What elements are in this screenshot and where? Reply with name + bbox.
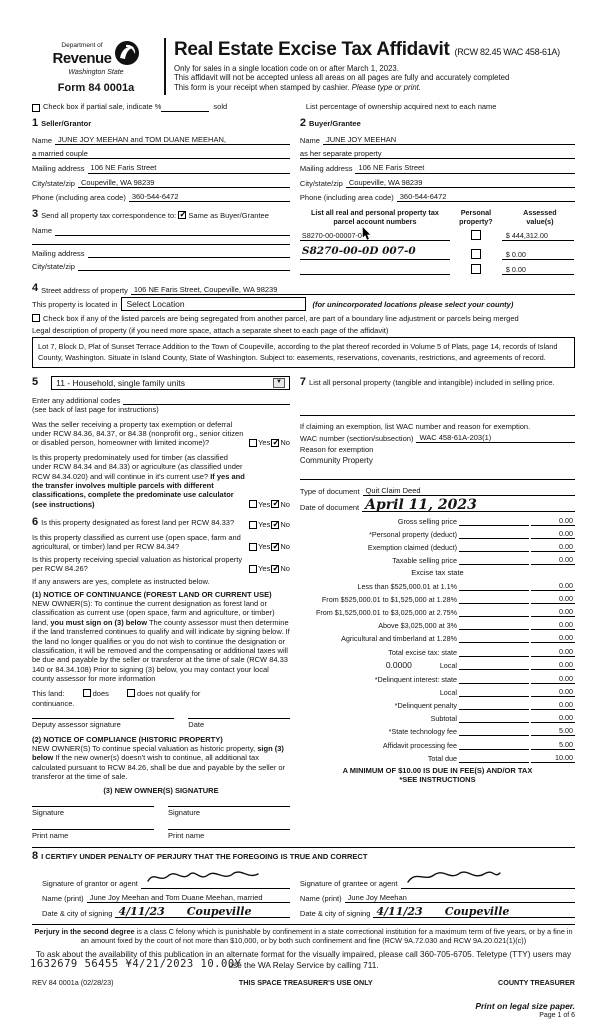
- does-label: does: [92, 689, 109, 699]
- grantee-signature-ink: [404, 869, 504, 885]
- grantor-date-field[interactable]: 4/11/23 Coupeville: [115, 907, 289, 918]
- continuance-label: continuance.: [32, 698, 75, 708]
- seller-phone-label: Phone (including area code): [32, 193, 126, 202]
- q5-no-checkbox[interactable]: [271, 565, 279, 573]
- seller-phone-field[interactable]: 360-544-6472: [129, 192, 290, 202]
- timber-agriculture-question: Is this property predominately used for timber (as classified under RCW 84.34 and 84.33) or agriculture (as classified under RCW 84.34.020) and will continue in it's current use? If yes and the transfer involves multiple parcels with different classifications, complete the predominate use calculator (see instructions): [32, 452, 245, 509]
- reason-exemption-label: Reason for exemption: [299, 445, 374, 455]
- revenue-wordmark: Revenue: [52, 50, 112, 68]
- parcel-col-header: List all real and personal property tax parcel account numbers: [311, 208, 439, 227]
- delinquent-interest-state-label: *Delinquent interest: state: [374, 674, 457, 684]
- subtotal-label: Subtotal: [430, 714, 457, 724]
- taxable-selling-price-value[interactable]: 0.00: [531, 555, 575, 565]
- corr-name-field[interactable]: [55, 235, 290, 236]
- historical-question: Is this property receiving special valuation as historical property per RCW 84.26?: [32, 554, 243, 573]
- section-2-number: 2: [299, 116, 307, 129]
- wac-number-field[interactable]: WAC 458-61A-203(1): [416, 433, 575, 443]
- rate-tier-3-value[interactable]: 0.00: [531, 607, 575, 617]
- segregated-checkbox[interactable]: [32, 314, 40, 322]
- parcel-number-field-3[interactable]: [300, 265, 450, 275]
- grantee-date-label: Date & city of signing: [299, 908, 371, 918]
- form-rcw: (RCW 82.45 WAC 458-61A): [454, 47, 560, 57]
- if-yes-note: If any answers are yes, complete as instructed below.: [32, 577, 210, 587]
- buyer-city-field[interactable]: Coupeville, WA 98239: [346, 178, 575, 188]
- local-rate-value: 0.0000: [385, 659, 412, 670]
- corr-mailing-label: Mailing address: [32, 248, 85, 258]
- state-technology-fee-value[interactable]: 5.00: [531, 726, 575, 736]
- county-treasurer-label: COUNTY TREASURER: [498, 977, 575, 987]
- new-owner-signature-line-1[interactable]: Signature: [32, 806, 154, 817]
- delinquent-interest-local-value[interactable]: 0.00: [531, 687, 575, 697]
- reason-exemption-field-2[interactable]: [300, 466, 575, 480]
- buyer-phone-field[interactable]: 360-544-6472: [397, 192, 575, 202]
- header-note-3: This form is your receipt when stamped by cashier. Please type or print.: [174, 83, 422, 93]
- personal-property-checkbox-1[interactable]: [471, 230, 481, 240]
- header-divider: [164, 38, 166, 95]
- affidavit-processing-fee-value[interactable]: 5.00: [531, 740, 575, 750]
- grantor-name-label: Name (print): [42, 893, 84, 903]
- partial-sale-checkbox[interactable]: [32, 104, 40, 112]
- seller-name-field[interactable]: JUNE JOY MEEHAN and TOM DUANE MEEHAN,: [55, 135, 290, 145]
- seller-name2-field[interactable]: a married couple: [32, 149, 290, 159]
- located-in-label: This property is located in: [32, 299, 118, 309]
- dept-of-label: Department of: [61, 42, 103, 49]
- rate-tier-2-value[interactable]: 0.00: [531, 594, 575, 604]
- q3-yes-checkbox[interactable]: [249, 521, 257, 529]
- taxable-selling-price-label: Taxable selling price: [392, 556, 457, 566]
- section-4-number: 4: [32, 281, 39, 294]
- date-of-document-label: Date of document: [299, 503, 360, 512]
- new-owner-signature-line-2[interactable]: Signature: [168, 806, 290, 817]
- buyer-city-label: City/state/zip: [299, 178, 343, 188]
- delinquent-penalty-value[interactable]: 0.00: [531, 700, 575, 710]
- q1-yes-checkbox[interactable]: [249, 439, 257, 447]
- buyer-name-field[interactable]: JUNE JOY MEEHAN: [323, 135, 575, 145]
- delinquent-interest-local-label: Local: [439, 687, 457, 697]
- alternate-format-note: To ask about the availability of this publication in an alternate format for the visually impaired, please call 360-705-6705. Teletype (TTY) users may use the WA Relay Service by calling 711.: [35, 949, 572, 970]
- notice-compliance-heading: (2) NOTICE OF COMPLIANCE (HISTORIC PROPERTY): [32, 734, 223, 744]
- grantor-signature-ink: [144, 869, 264, 885]
- codes-note: (see back of last page for instructions): [32, 405, 159, 415]
- tax-computation: [300, 516, 575, 785]
- dor-logo-block: [32, 38, 160, 95]
- section-1-number: 1: [32, 116, 39, 129]
- assessed-value-field-1[interactable]: $ 444,312.00: [502, 231, 574, 241]
- exemption-claimed-label: Exemption claimed (deduct): [367, 542, 457, 552]
- print-legal-size-note: Print on legal size paper.: [475, 1000, 575, 1011]
- total-excise-state-value[interactable]: 0.00: [531, 647, 575, 657]
- exemption-claimed-value[interactable]: 0.00: [531, 542, 575, 552]
- grantee-signature-field[interactable]: [401, 869, 576, 888]
- partial-sale-suffix: sold: [213, 102, 228, 112]
- q2-no-checkbox[interactable]: [271, 500, 279, 508]
- legal-description-field[interactable]: Lot 7, Block D, Plat of Sunset Terrace Addition to the Town of Coupeville, according to the plat thereof recorded in Volume 5 of Plats, page 14, records of Island County, Washington. Situate in Island County, State of Washington. Subject to: easements, reservations, covenants, restrictions, and agreements of record.: [32, 337, 575, 368]
- personal-property-field[interactable]: [300, 390, 575, 416]
- revenue-logo-icon: [114, 40, 140, 68]
- notice-continuance-heading: (1) NOTICE OF CONTINUANCE (FOREST LAND OR CURRENT USE): [32, 589, 272, 599]
- seller-city-field[interactable]: Coupeville, WA 98239: [78, 178, 290, 188]
- washington-state-label: Washington State: [68, 68, 124, 76]
- agricultural-timberland-label: Agricultural and timberland at 1.28%: [341, 634, 457, 644]
- street-address-label: Street address of property: [41, 285, 128, 295]
- land-use-code-select[interactable]: 11 - Household, single family units ▼: [51, 376, 290, 390]
- correspondence-label: Send all property tax correspondence to:: [41, 210, 177, 220]
- parcel-number-field-2[interactable]: S8270-00-0D 007-0: [300, 245, 450, 259]
- buyer-section: [300, 117, 575, 203]
- deputy-assessor-signature-line[interactable]: Deputy assessor signature: [32, 718, 174, 729]
- grantee-name-field[interactable]: June Joy Meehan: [345, 893, 575, 903]
- page-number: Page 1 of 6: [539, 1011, 575, 1019]
- total-excise-state-label: Total excise tax: state: [388, 647, 457, 657]
- forest-land-question: Is this property designated as forest land per RCW 84.33?: [41, 518, 235, 528]
- personal-property-checkbox-2[interactable]: [471, 249, 481, 259]
- dropdown-arrow-icon[interactable]: ▼: [273, 378, 285, 388]
- state-technology-fee-label: *State technology fee: [388, 727, 457, 737]
- subtotal-value[interactable]: 0.00: [531, 713, 575, 723]
- parcel-number-field-1[interactable]: S8270-00-00007-0: [300, 231, 450, 241]
- same-as-buyer-label: Same as Buyer/Grantee: [188, 210, 269, 220]
- rate-tier-1-value[interactable]: 0.00: [531, 581, 575, 591]
- form-title: Real Estate Excise Tax Affidavit: [174, 39, 450, 60]
- partial-sale-percent-field[interactable]: [161, 111, 209, 112]
- current-use-question: Is this property classified as current use (open space, farm and agricultural, or timber) land per RCW 84.34?: [32, 532, 241, 552]
- form-header: [32, 38, 575, 95]
- affidavit-processing-fee-label: Affidavit processing fee: [382, 740, 457, 750]
- location-select[interactable]: Select Location: [121, 297, 306, 311]
- section-8-number: 8: [32, 849, 39, 862]
- personal-property-heading: List all personal property (tangible and intangible) included in selling price.: [309, 377, 555, 387]
- corr-name2-field[interactable]: [32, 244, 290, 245]
- mouse-cursor-icon: [362, 227, 371, 243]
- minimum-due-note: A MINIMUM OF $10.00 IS DUE IN FEE(S) AND/OR TAX: [342, 765, 533, 775]
- gross-selling-price-label: Gross selling price: [397, 516, 457, 526]
- grantee-name-label: Name (print): [299, 893, 342, 903]
- grantor-signature-field[interactable]: [141, 869, 290, 888]
- see-instructions-note: *SEE INSTRUCTIONS: [399, 775, 476, 785]
- correspondence-section: [32, 208, 290, 274]
- delinquent-interest-state-value[interactable]: 0.00: [531, 674, 575, 684]
- q4-yes-checkbox[interactable]: [249, 543, 257, 551]
- parcel-row-3: [300, 264, 575, 275]
- personal-property-checkbox-3[interactable]: [471, 264, 481, 274]
- certification-section: [32, 850, 575, 918]
- personal-property-deduct-label: *Personal property (deduct): [369, 529, 457, 539]
- rate-tier-4-label: Above $3,025,000 at 3%: [378, 621, 457, 631]
- segregated-label: Check box if any of the listed parcels are being segregated from another parcel, are part of a boundary line adjustment or parcels being merged: [43, 314, 519, 324]
- grantee-date-field[interactable]: 4/11/23 Coupeville: [373, 907, 575, 918]
- reason-exemption-field[interactable]: Community Property: [299, 455, 373, 465]
- parcel-row-2: [300, 245, 575, 259]
- rate-tier-2-label: From $525,000.01 to $1,525,000 at 1.28%: [321, 594, 457, 604]
- seller-mailing-field[interactable]: 106 NE Faris Street: [88, 163, 290, 173]
- perjury-note: Perjury in the second degree is a class C felony which is punishable by confinement in a state correctional institution for a maximum term of five years, or by a fine in an amount fixed by the court of not more than $10,000, or by both such confinement and fine (RCW 9A.72.030 and RCW 9A.20.021(1)(c)): [34, 926, 573, 946]
- new-owner-printname-line-2[interactable]: Print name: [168, 829, 290, 840]
- section-6-number: 6: [32, 516, 39, 529]
- buyer-mailing-label: Mailing address: [299, 164, 353, 174]
- delinquent-penalty-label: *Delinquent penalty: [394, 701, 457, 710]
- assessed-value-field-2[interactable]: $ 0.00: [502, 250, 574, 260]
- certification-heading: I CERTIFY UNDER PENALTY OF PERJURY THAT THE FOREGOING IS TRUE AND CORRECT: [41, 851, 368, 861]
- buyer-phone-label: Phone (including area code): [299, 193, 394, 202]
- designation-section: 6 Is this property designated as forest land per RCW 84.33? Yes ✓ No Is this property classified as current use (open space, farm and agricultural, or timber) land per RCW 84.34? Yes ✓ No Is this property receiving special valuation as historical property per RCW 84.26? Yes ✓ No If any answers are yes, complete as instructed below. (1) NOTICE OF CONTINUANCE (FOREST LAND OR CURRENT USE) NEW OWNER(S): To continue the current designation as forest land or classification as current use (open space, farm and agriculture, or timber) land, you must sign on (3) below The county assessor must then determine if the land transferred continues to qualify and will indicate by signing below. If the land no longer qualifies or you do not wish to continue the designation or classification, it will be removed and the compensating or additional taxes will be due and payable by the seller or transferor at the time of sale (RCW 84.33 140 or 84.34.108) Prior to signing (3) below, you may contact your local county assessor for more information This land: does does not qualify for continuance. Deputy assessor signature Date (2) NOTICE OF COMPLIANCE (HISTORIC PROPERTY) NEW OWNER(S) To continue special valuation as historic property, sign (3) below If the new owner(s) doesn't wish to continue, all additional tax calculated pursuant to RCW 84.26, shall be due and payable by the seller or transferor at the time of sale. (3) NEW OWNER(S) SIGNATURE Signature Signature Print name Print name: [32, 516, 290, 841]
- buyer-name-label: Name: [299, 135, 320, 145]
- seller-section: [32, 117, 290, 203]
- corr-city-label: City/state/zip: [32, 261, 75, 271]
- same-as-buyer-checkbox[interactable]: [178, 211, 186, 219]
- rate-tier-3-label: From $1,525,000.01 to $3,025,000 at 2.75%: [315, 608, 457, 618]
- ownership-percentage-note: List percentage of ownership acquired next to each name: [305, 102, 497, 112]
- q1-no-checkbox[interactable]: [271, 439, 279, 447]
- property-section: [32, 282, 575, 368]
- rev-form-number: REV 84 0001a (02/28/23): [32, 977, 114, 987]
- section-3-number: 3: [32, 208, 39, 221]
- located-in-note: (for unincorporated locations please select your county): [312, 299, 514, 309]
- grantor-date-label: Date & city of signing: [42, 908, 113, 918]
- partial-sale-label: Check box if partial sale, indicate %: [43, 102, 162, 112]
- additional-codes-label: Enter any additional codes: [32, 395, 121, 405]
- corr-city-field[interactable]: [78, 270, 290, 271]
- deputy-date-line[interactable]: Date: [188, 718, 290, 729]
- exemption-note: If claiming an exemption, list WAC number and reason for exemption.: [299, 421, 531, 431]
- seller-name-label: Name: [32, 135, 53, 145]
- affidavit-form: Department of Revenue Washington State Form 84 0001a Real Estate Excise Tax Affidavit (RCW 82.45 WAC 458-61A) Only for sales in a single location code on or after March 1, 2023. This affidavit will not be accepted unless all areas on all pages are fully and accurately completed This form is your receipt when stamped by cashier. Please type or print. Check box if partial sale, indicate % sold List percentage of ownership acquired next to each name 1 Seller/Grantor Name JUNE JOY MEEHAN and TOM DUANE MEEHAN, a married couple Mailing address 106 NE Faris Street City/state/zip Coupeville, WA 98239 Phone (including area code) 360-544-6472 2 Buyer/Grantee Name JUNE JOY MEEHAN as her separate property Mailing address 106 NE Faris Street City/state/zip Coupeville, WA 98239 Phone (including area code) 360-544-6472 3 Send all property tax correspondence to: ✓ Same as Buyer/Grantee Name Mailing address City/state/zip List all real and personal property tax parcel account numbers Personal property? Assessed value(s) S8270-00-00007-0 $ 444,312.00 S8270-00-0D 007-0 $ 0.00 $ 0.00 4 Street address of property 106 NE Faris Street, Coupeville, WA 98239 This property is located in Select Location (for unincorporated locations please select your county) Check box if any of the listed parcels are being segregated from another parcel, are part of a boundary line adjustment or parcels being merged Legal description of property (if you need more space, attach a separate sheet to each page of the affidavit) Lot 7, Block D, Plat of Sunset Terrace Addition to the Town of Coupeville, according to the plat thereof recorded in Volume 5 of Plats, page 14, records of Island County, Washington. Situate in Island County, State of Washington. Subject to: easements, reservations, covenants, restrictions, and agreements of record. 5 11 - Household, single family units ▼ Enter any additional codes (see back of last page for instructions) Was the seller receiving a property tax exemption or deferral under RCW 84.36, 84.37, or 84.38 (nonprofit org., senior citizen or disabled person, homeowner with limited income)? Yes ✓ No Is this property predominately used for timber (as classified under RCW 84.34 and 84.33) or agriculture (as classified under RCW 84.34.020) and will continue in it's current use? If yes and the transfer involves multiple parcels with different classifications, complete the predominate use calculator (see instructions) Yes ✓ No 6 Is this property designated as forest land per RCW 84.33? Yes ✓ No Is this property classified as current use (open space, farm and agricultural, or timber) land per RCW 84.34? Yes ✓ No Is this property receiving special valuation as historical property per RCW 84.26? Yes ✓ No If any answers are yes, complete as instructed below. (1) NOTICE OF CONTINUANCE (FOREST LAND OR CURRENT USE) NEW OWNER(S): To continue the current designation as forest land or classification as current use (open space, farm and agriculture, or timber) land, you must sign on (3) below The county assessor must then determine if the land transferred continues to qualify and will indicate by signing below. If the land no longer qualifies or you do not wish to continue the designation or classification, it will be removed and the compensating or additional taxes will be due and payable by the seller or transferor at the time of sale (RCW 84.33 140 or 84.34.108) Prior to signing (3) below, you may contact your local county assessor for more information This land: does does not qualify for continuance. Deputy assessor signature Date (2) NOTICE OF COMPLIANCE (HISTORIC PROPERTY) NEW OWNER(S) To continue special valuation as historic property, sign (3) below If the new owner(s) doesn't wish to continue, all additional tax calculated pursuant to RCW 84.26, shall be due and payable by the seller or transferor at the time of sale. (3) NEW OWNER(S) SIGNATURE Signature Signature Print name Print name 7 List all personal property (tangible and intangible) included in selling price. If claiming an exemption, list WAC number and reason for exemption. WAC number (section/subsection) WAC 458-61A-203(1) Reason for exemption Community Property Type of document Quit Claim Deed Date of document April 11, 2023 Gross selling price 0.00 *Personal property (deduct) 0.00 Exemption claimed (deduct) 0.00 Taxable selling price 0.00 Excise tax state Less than $525,000.01 at 1.1% 0.00 From $525,000.01 to $1,525,000 at 1.28% 0.00 From $1,525,000.01 to $3,025,000 at 2.75% 0.00 Above $3,025,000 at 3% 0.00 Agricultural and timberland at 1.28% 0.00 Total excise tax: state 0.00 0.0000 Local 0.00 *Delinquent interest: state 0.00 Local 0.00 *Delinquent penalty 0.00 Subtotal 0.00 *State technology fee 5.00 Affidavit processing fee 5.00 Total due 10.00 A MINIMUM OF $10.00 IS DUE IN FEE(S) AND/OR TAX *SEE INSTRUCTIONS 8 I CERTIFY UNDER PENALTY OF PERJURY THAT THE FOREGOING IS TRUE AND CORRECT Signature of grantor or agent Name (print) June Joy Meehan and Tom Duane Meehan, married Date & city of signing 4/11/23 Coupeville Signature of grantee or agent Name (print) June Joy Meehan Date & city of signing 4/11/23 Coupeville Perjury in the second degree is a class C felony which is punishable by confinement in a state correctional institution for a maximum term of five years, or by a fine in an amount fixed by the court of not more than $10,000, or by both such confinement and fine (RCW 9A.72.030 and RCW 9A.20.021(1)(c)) To ask about the availability of this publication in an alternate format for the visually impaired, please call 360-705-6705. Teletype (TTY) users may use the WA Relay Service by calling 711. REV 84 0001a (02/28/23) THIS SPACE TREASURER'S USE ONLY COUNTY TREASURER Print on legal size paper. Page 1 of 6 1632679 56455 ¥4/21/2023 10.00¥: [0, 0, 600, 1020]
- assessed-value-field-3[interactable]: $ 0.00: [502, 265, 574, 275]
- type-of-document-label: Type of document: [299, 486, 360, 496]
- corr-name-label: Name: [32, 226, 53, 236]
- new-owner-printname-line-1[interactable]: Print name: [32, 829, 154, 840]
- local-tax-value[interactable]: 0.00: [531, 660, 575, 670]
- excise-tax-state-header: Excise tax state: [411, 568, 464, 578]
- grantor-signature-label: Signature of grantor or agent: [42, 879, 138, 889]
- seller-mailing-label: Mailing address: [32, 164, 85, 174]
- personal-property-col-header: Personal property?: [459, 208, 493, 227]
- notice-compliance-text: NEW OWNER(S) To continue special valuation as historic property, sign (3) below If the new owner(s) doesn't wish to continue, all additional tax calculated pursuant to RCW 84.26, shall be due and payable by the seller or transferor at the time of sale.: [32, 743, 286, 782]
- treasurer-space-label: THIS SPACE TREASURER'S USE ONLY: [238, 977, 373, 987]
- parcel-row-1: [300, 230, 575, 241]
- header-note-2: This affidavit will not be accepted unless all areas on all pages are fully and accurately completed: [174, 73, 510, 83]
- form-number: Form 84 0001a: [57, 81, 135, 94]
- corr-mailing-field[interactable]: [88, 257, 290, 258]
- legal-description-label: Legal description of property (if you need more space, attach a separate sheet to each page of the affidavit): [32, 325, 389, 335]
- street-address-field[interactable]: 106 NE Faris Street, Coupeville, WA 98239: [131, 285, 575, 295]
- assessed-value-col-header: Assessed value(s): [523, 208, 557, 227]
- date-of-document-field[interactable]: April 11, 2023: [362, 500, 575, 512]
- does-checkbox[interactable]: [83, 689, 91, 697]
- gross-selling-price-value[interactable]: 0.00: [531, 516, 575, 526]
- new-owner-signature-heading: (3) NEW OWNER(S) SIGNATURE: [103, 786, 219, 796]
- grantee-signature-label: Signature of grantee or agent: [299, 879, 398, 889]
- seller-heading: Seller/Grantor: [41, 118, 92, 128]
- does-not-label: does not qualify for: [136, 689, 201, 699]
- personal-property-section: [300, 376, 575, 512]
- buyer-name2-field[interactable]: as her separate property: [300, 149, 575, 159]
- total-due-label: Total due: [427, 753, 457, 763]
- q3-no-checkbox[interactable]: [271, 521, 279, 529]
- exemption-deferral-question: Was the seller receiving a property tax exemption or deferral under RCW 84.36, 84.37, or 84.38 (nonprofit org., senior citizen or disabled person, homeowner with limited income)?: [32, 419, 244, 448]
- section-5-number: 5: [32, 376, 39, 389]
- q2-yes-checkbox[interactable]: [249, 500, 257, 508]
- land-use-section: [32, 376, 290, 390]
- total-due-value[interactable]: 10.00: [531, 753, 575, 763]
- grantor-name-field[interactable]: June Joy Meehan and Tom Duane Meehan, married: [87, 893, 290, 903]
- local-rate-row: 0.0000 Local: [385, 659, 457, 670]
- header-note-1: Only for sales in a single location code on or after March 1, 2023.: [174, 63, 399, 73]
- parcel-table: [300, 208, 575, 274]
- type-of-document-field[interactable]: Quit Claim Deed: [363, 486, 575, 496]
- personal-property-deduct-value[interactable]: 0.00: [531, 529, 575, 539]
- buyer-heading: Buyer/Grantee: [309, 118, 361, 128]
- rate-tier-4-value[interactable]: 0.00: [531, 620, 575, 630]
- does-not-checkbox[interactable]: [127, 689, 135, 697]
- treasurer-stamp: 1632679 56455 ¥4/21/2023 10.00¥: [30, 957, 242, 970]
- agricultural-timberland-value[interactable]: 0.00: [531, 633, 575, 643]
- this-land-label: This land:: [32, 689, 65, 699]
- q4-no-checkbox[interactable]: [271, 543, 279, 551]
- wac-number-label: WAC number (section/subsection): [299, 434, 414, 444]
- q5-yes-checkbox[interactable]: [249, 565, 257, 573]
- buyer-mailing-field[interactable]: 106 NE Faris Street: [355, 163, 575, 173]
- notice-continuance-text: NEW OWNER(S): To continue the current designation as forest land or classification as current use (open space, farm and agriculture, or timber) land, you must sign on (3) below The county assessor must then determine if the land transferred continues to qualify and will indicate by signing below. If the land no longer qualifies or you do not wish to continue the designation or classification, it will be removed and the compensating or additional taxes will be due and payable by the seller or transferor at the time of sale (RCW 84.33 140 or 84.34.108) Prior to signing (3) below, you may contact your local county assessor for more information: [32, 599, 290, 684]
- seller-city-label: City/state/zip: [32, 178, 75, 188]
- section-7-number: 7: [299, 375, 307, 388]
- rate-tier-1-label: Less than $525,000.01 at 1.1%: [357, 581, 457, 591]
